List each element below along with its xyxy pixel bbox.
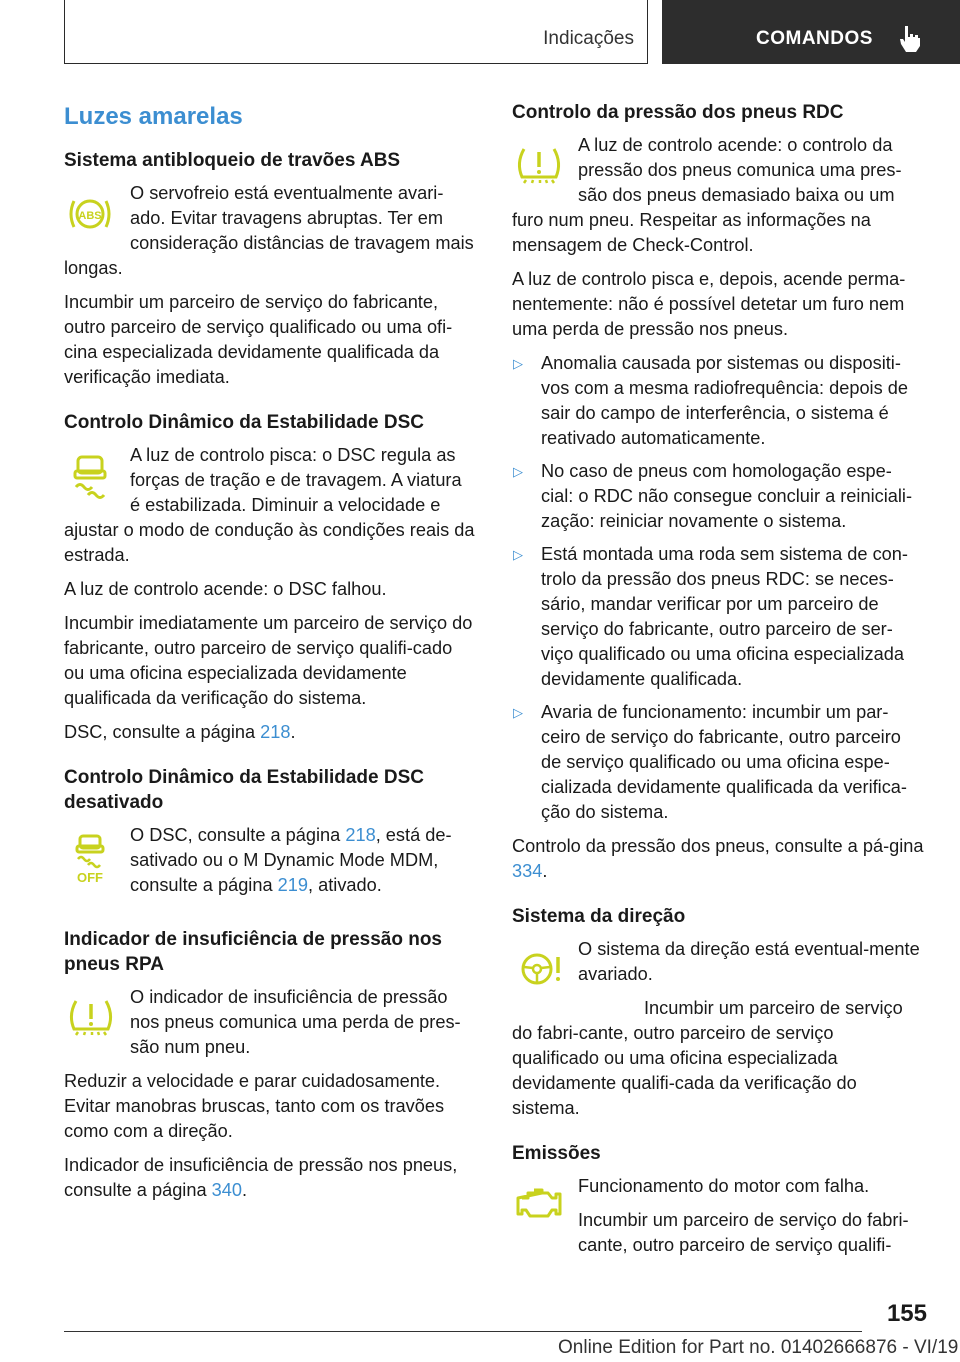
abs-heading: Sistema antibloqueio de travões ABS xyxy=(64,150,401,171)
steering-text-2: Incumbir um parceiro de serviço do fabri-cante, outro parceiro de serviço qualificado ou uma oficina especializada devidamente qualifi-cada da verificação do sistema. xyxy=(512,998,903,1118)
svg-text:ABS: ABS xyxy=(78,210,102,222)
rdc-reference: Controlo da pressão dos pneus, consulte a pá-gina 334. xyxy=(512,836,924,881)
emissions-heading: Emissões xyxy=(512,1143,601,1164)
abs-block xyxy=(64,148,476,390)
page-link-218[interactable]: 218 xyxy=(260,722,291,742)
header-chapter-tab xyxy=(662,0,960,64)
dsc-off-block xyxy=(64,765,476,907)
list-item: ▷ No caso de pneus com homologação espe-cial: o RDC não consegue concluir a reiniciali-zação: reiniciar novamente o sistema. xyxy=(513,461,912,531)
dsc-reference: DSC, consulte a página 218. xyxy=(64,722,296,742)
dsc-off-warning-icon xyxy=(64,823,130,897)
page-link-218b[interactable]: 218 xyxy=(345,825,376,845)
abs-text-2: Incumbir um parceiro de serviço do fabricante, outro parceiro de serviço qualificado ou uma ofi-cina especializada devidamente qualificada da verificação imediata. xyxy=(64,292,453,387)
emissions-block xyxy=(512,1141,924,1258)
steering-heading: Sistema da direção xyxy=(512,906,686,927)
rpa-text-1: O indicador de insuficiência de pressão nos pneus comunica uma perda de pres-são num pneu. xyxy=(130,987,461,1057)
header-section-title: Indicações xyxy=(543,28,634,49)
triangle-bullet-icon: ▷ xyxy=(513,356,523,371)
footer-edition-text: Online Edition for Part no. 01402666876 - VI/19 xyxy=(558,1337,959,1358)
list-item: ▷ Avaria de funcionamento: incumbir um par-ceiro de serviço do fabricante, outro parceiro de serviço qualificado ou uma oficina espe-cializada devidamente qualificada da verifica-ção do sistema. xyxy=(513,702,907,822)
steering-warning-icon xyxy=(512,937,578,1011)
emissions-text-1: Funcionamento do motor com falha. xyxy=(578,1176,870,1196)
rpa-reference: Indicador de insuficiência de pressão nos pneus, consulte a página 340. xyxy=(64,1155,458,1200)
dsc-off-text: O DSC, consulte a página 218, está de-sativado ou o M Dynamic Mode MDM, consulte a página 219, ativado. xyxy=(130,825,452,895)
triangle-bullet-icon: ▷ xyxy=(513,464,523,479)
triangle-bullet-icon: ▷ xyxy=(513,547,523,562)
page-link-334[interactable]: 334 xyxy=(512,861,543,881)
dsc-block xyxy=(64,410,476,745)
steering-text-1: O sistema da direção está eventual-mente avariado. xyxy=(578,939,920,984)
right-column xyxy=(512,100,924,1278)
dsc-off-heading: Controlo Dinâmico da Estabilidade DSC desativado xyxy=(64,767,424,813)
footer-divider xyxy=(64,1331,862,1332)
dsc-text-3: Incumbir imediatamente um parceiro de serviço do fabricante, outro parceiro de serviço qualifi-cado ou uma oficina especializada devidamente qualificada da verificação do sistema. xyxy=(64,613,473,708)
abs-warning-icon xyxy=(64,181,130,255)
engine-warning-icon xyxy=(512,1174,578,1248)
dsc-text-1: A luz de controlo pisca: o DSC regula as forças de tração e de travagem. A viatura é estabilizada. Diminuir a velocidade e ajustar o modo de condução às condições reais da estrada. xyxy=(64,445,475,565)
rpa-text-2: Reduzir a velocidade e parar cuidadosamente. Evitar manobras bruscas, tanto com os travões como com a direção. xyxy=(64,1071,445,1141)
dsc-heading: Controlo Dinâmico da Estabilidade DSC xyxy=(64,412,424,433)
pointing-hand-icon xyxy=(896,24,924,54)
dsc-warning-icon xyxy=(64,443,130,517)
left-column xyxy=(64,100,476,1223)
tire-pressure-monitor-icon xyxy=(512,133,578,207)
rdc-block xyxy=(512,100,924,884)
rdc-text-1: A luz de controlo acende: o controlo da pressão dos pneus comunica uma pres-são dos pneus demasiado baixa ou um furo num pneu. Respeitar as informações na mensagem de Check-Control. xyxy=(512,135,902,255)
page-link-340[interactable]: 340 xyxy=(211,1180,242,1200)
header-chapter-label: COMANDOS xyxy=(756,28,873,49)
tire-pressure-icon xyxy=(64,985,130,1059)
page-link-219[interactable]: 219 xyxy=(277,875,308,895)
rpa-heading: Indicador de insuficiência de pressão nos pneus RPA xyxy=(64,929,442,975)
list-item: ▷ Anomalia causada por sistemas ou dispositi-vos com a mesma radiofrequência: depois de sair do campo de interferência, o sistema é reativado automaticamente. xyxy=(513,353,908,448)
list-item: ▷ Está montada uma roda sem sistema de con-trolo da pressão dos pneus RDC: se neces-sário, mandar verificar por um parceiro de serviço do fabricante, outro parceiro de ser-viço qualificado ou uma oficina especializada devidamente qualificada. xyxy=(513,544,908,689)
dsc-text-2: A luz de controlo acende: o DSC falhou. xyxy=(64,579,387,599)
rdc-text-2: A luz de controlo pisca e, depois, acende perma-nentemente: não é possível detetar um furo nem uma perda de pressão nos pneus. xyxy=(512,269,906,339)
rdc-heading: Controlo da pressão dos pneus RDC xyxy=(512,102,844,123)
triangle-bullet-icon: ▷ xyxy=(513,705,523,720)
svg-text:OFF: OFF xyxy=(77,870,103,885)
emissions-text-2: Incumbir um parceiro de serviço do fabri-cante, outro parceiro de serviço qualifi- xyxy=(578,1210,909,1255)
section-title: Luzes amarelas xyxy=(64,103,243,130)
rdc-bullet-list xyxy=(512,351,924,825)
page-number: 155 xyxy=(886,1300,927,1327)
rpa-block xyxy=(64,927,476,1203)
abs-text-1: O servofreio está eventualmente avari-ado. Evitar travagens abruptas. Ter em consideração distâncias de travagem mais longas. xyxy=(64,183,474,278)
steering-block xyxy=(512,904,924,1121)
